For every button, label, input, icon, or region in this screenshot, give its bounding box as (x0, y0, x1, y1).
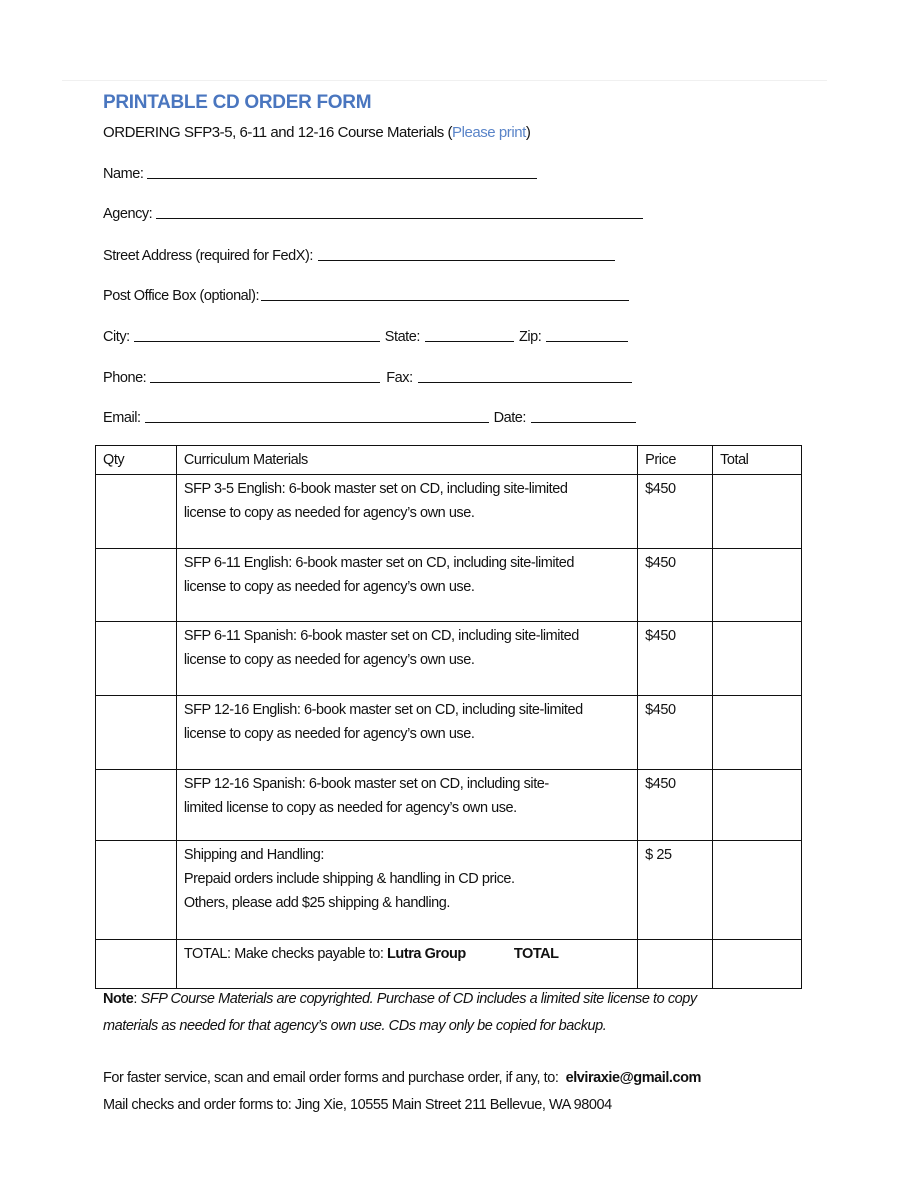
street-row (103, 244, 615, 264)
materials-cell (176, 696, 637, 770)
page-title: PRINTABLE CD ORDER FORM (103, 92, 372, 113)
header-materials: Curriculum Materials (176, 446, 637, 475)
qty-cell[interactable] (96, 622, 177, 696)
order-table (95, 445, 802, 989)
materials-line: Prepaid orders include shipping & handling in CD price. (183, 871, 515, 887)
pobox-label: Post Office Box (optional): (103, 288, 260, 304)
materials-cell (176, 841, 637, 940)
materials-line: limited license to copy as needed for agency’s own use. (183, 800, 517, 816)
materials-line: SFP 12-16 English: 6-book master set on CD, including site-limited (183, 702, 583, 718)
materials-cell (176, 549, 637, 622)
table-row (96, 622, 802, 696)
materials-cell (176, 622, 637, 696)
qty-cell[interactable] (96, 696, 177, 770)
materials-line: SFP 12-16 Spanish: 6-book master set on CD, including site- (183, 776, 549, 792)
state-label: State: (384, 329, 420, 345)
materials-line: Shipping and Handling: (183, 847, 324, 863)
contact-email[interactable]: elviraxie@gmail.com (565, 1070, 701, 1086)
header-qty: Qty (96, 446, 177, 475)
street-field[interactable] (318, 260, 615, 261)
pobox-field[interactable] (261, 300, 629, 301)
table-row (96, 549, 802, 622)
materials-line: license to copy as needed for agency’s own use. (183, 579, 475, 595)
agency-row (103, 202, 643, 222)
total-text-cell (176, 940, 637, 989)
materials-line: license to copy as needed for agency’s own use. (183, 652, 475, 668)
materials-line: Others, please add $25 shipping & handling. (183, 895, 450, 911)
footer-line-2: Mail checks and order forms to: Jing Xie, 10555 Main Street 211 Bellevue, WA 98004 (103, 1097, 612, 1113)
subtitle-highlight: Please print (452, 124, 526, 141)
materials-cell (176, 770, 637, 841)
city-row (103, 325, 628, 345)
header-price: Price (638, 446, 713, 475)
footer (103, 1065, 701, 1119)
phone-label: Phone: (103, 370, 147, 386)
qty-cell[interactable] (96, 841, 177, 940)
table-row (96, 475, 802, 549)
total-qty-cell[interactable] (96, 940, 177, 989)
payee: Lutra Group (387, 946, 466, 962)
total-cell[interactable] (713, 549, 802, 622)
materials-line: SFP 6-11 English: 6-book master set on CD, including site-limited (183, 555, 574, 571)
note-text-2: materials as needed for that agency’s own use. CDs may only be copied for backup. (103, 1018, 607, 1034)
subtitle-close: ) (525, 124, 531, 141)
total-price-cell (638, 940, 713, 989)
price-cell: $450 (638, 622, 713, 696)
email-label: Email: (103, 410, 141, 426)
price-cell: $450 (638, 770, 713, 841)
price-cell: $450 (638, 549, 713, 622)
note-label: Note (103, 991, 134, 1007)
table-row (96, 696, 802, 770)
footer-line-1: For faster service, scan and email order forms and purchase order, if any, to: (103, 1070, 566, 1086)
subtitle-text: ORDERING SFP3-5, 6-11 and 12-16 Course Materials ( (103, 124, 453, 141)
state-field[interactable] (425, 341, 514, 342)
qty-cell[interactable] (96, 770, 177, 841)
name-field[interactable] (147, 178, 537, 179)
materials-line: SFP 6-11 Spanish: 6-book master set on CD, including site-limited (183, 628, 579, 644)
materials-cell (176, 475, 637, 549)
page-edge (62, 80, 827, 81)
grand-total-cell[interactable] (713, 940, 802, 989)
email-row (103, 406, 636, 426)
total-cell[interactable] (713, 622, 802, 696)
phone-field[interactable] (150, 382, 380, 383)
zip-field[interactable] (546, 341, 628, 342)
total-cell[interactable] (713, 770, 802, 841)
street-label: Street Address (required for FedX): (103, 248, 313, 264)
total-cell[interactable] (713, 696, 802, 770)
price-cell: $450 (638, 696, 713, 770)
name-row (103, 162, 537, 182)
email-field[interactable] (145, 422, 489, 423)
price-cell: $450 (638, 475, 713, 549)
note-text: SFP Course Materials are copyrighted. Purchase of CD includes a limited site license to copy (140, 991, 697, 1007)
agency-label: Agency: (103, 206, 153, 222)
pobox-row (103, 284, 629, 304)
date-label: Date: (493, 410, 527, 426)
qty-cell[interactable] (96, 475, 177, 549)
materials-line: SFP 3-5 English: 6-book master set on CD, including site-limited (183, 481, 568, 497)
materials-line: license to copy as needed for agency’s own use. (183, 505, 475, 521)
materials-line: license to copy as needed for agency’s own use. (183, 726, 475, 742)
total-label: TOTAL (513, 946, 559, 962)
table-row (96, 841, 802, 940)
table-header (96, 446, 802, 475)
agency-field[interactable] (156, 218, 643, 219)
total-cell[interactable] (713, 841, 802, 940)
city-label: City: (103, 329, 130, 345)
header-total: Total (713, 446, 802, 475)
fax-field[interactable] (418, 382, 632, 383)
total-text: TOTAL: Make checks payable to: (183, 946, 388, 962)
price-cell: $ 25 (638, 841, 713, 940)
table-row (96, 770, 802, 841)
zip-label: Zip: (518, 329, 542, 345)
total-cell[interactable] (713, 475, 802, 549)
city-field[interactable] (134, 341, 380, 342)
date-field[interactable] (531, 422, 636, 423)
qty-cell[interactable] (96, 549, 177, 622)
subtitle (103, 124, 530, 141)
phone-row (103, 366, 632, 386)
total-row (96, 940, 802, 989)
fax-label: Fax: (386, 370, 413, 386)
note: Note: SFP Course Materials are copyrighted. Purchase of CD includes a limited site license to copy materials as needed for that agency’s own use. CDs may only be copied for backup. (103, 991, 697, 1034)
name-label: Name: (103, 166, 144, 182)
